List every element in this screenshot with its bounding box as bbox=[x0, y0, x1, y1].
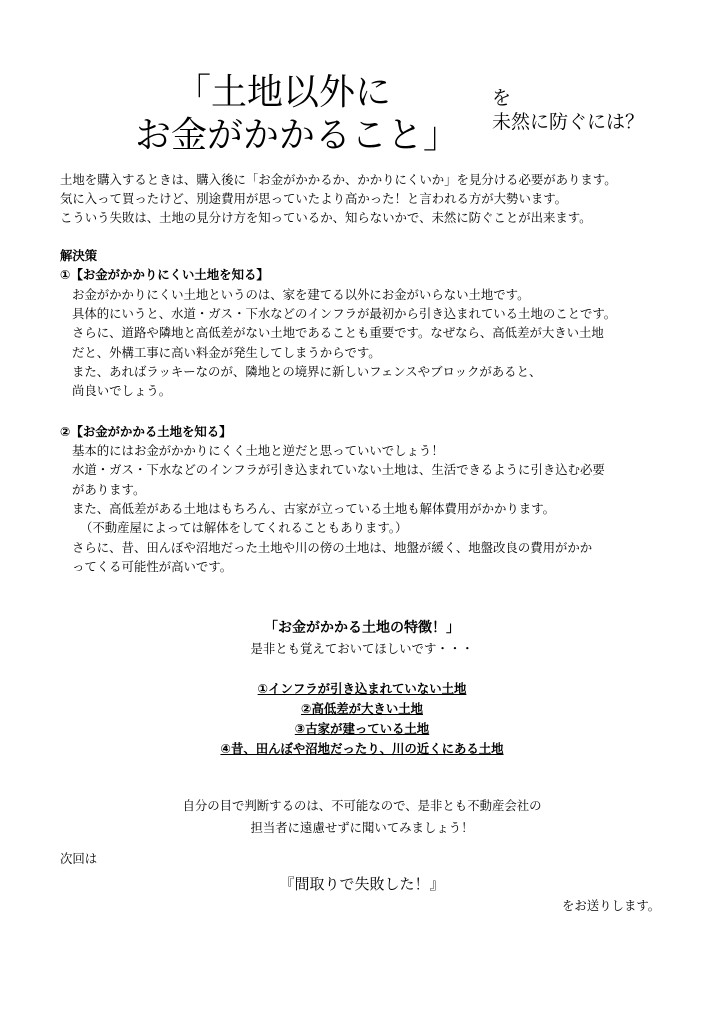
section2-line-2: 水道・ガス・下水などのインフラが引き込まれていない土地は、生活できるように引き込む必要 bbox=[72, 462, 605, 477]
title-line-2: お金がかかること」 bbox=[135, 115, 460, 156]
subtitle-line-1: を bbox=[492, 87, 512, 109]
advice-line-1: 自分の目で判断するのは、不可能なので、是非とも不動産会社の bbox=[182, 798, 542, 813]
features-sub: 是非とも覚えておいてほしいです・・・ bbox=[250, 641, 474, 656]
intro-line-2: 気に入って買ったけど、別途費用が思っていたより高かった！と言われる方が大勢います。 bbox=[60, 191, 568, 206]
section2-line-7: ってくる可能性が高いです。 bbox=[72, 559, 233, 574]
section1-line-1: お金がかかりにくい土地というのは、家を建てる以外にお金がいらない土地です。 bbox=[72, 287, 530, 302]
advice-block bbox=[0, 795, 724, 839]
section2-heading: ②【お金がかかる土地を知る】 bbox=[60, 424, 232, 439]
section1-line-4: だと、外構工事に高い料金が発生してしまうからです。 bbox=[72, 345, 381, 360]
section2-line-5: （不動産屋によっては解体をしてくれることもあります。） bbox=[80, 520, 408, 535]
feature-item-1: ①インフラが引き込まれていない土地 bbox=[257, 681, 467, 696]
section2-line-3: があります。 bbox=[72, 482, 146, 497]
solution-heading: 解決策 bbox=[60, 248, 98, 263]
section2-line-6: さらに、昔、田んぼや沼地だった土地や川の傍の土地は、地盤が緩く、地盤改良の費用がかか bbox=[72, 540, 593, 555]
subtitle-line-2: 未然に防ぐには？ bbox=[492, 111, 645, 133]
section1-line-5: また、あればラッキーなのが、隣地との境界に新しいフェンスやブロックがあると、 bbox=[72, 364, 542, 379]
section2-line-1: 基本的にはお金がかかりにくく土地と逆だと思っていいでしょう！ bbox=[72, 443, 444, 458]
next-title-wrap bbox=[0, 874, 724, 894]
feature-item-3: ③古家が建っている土地 bbox=[294, 721, 430, 736]
section2-line-4: また、高低差がある土地はもちろん、古家が立っている土地も解体費用がかかります。 bbox=[72, 501, 555, 516]
next-label: 次回は bbox=[60, 851, 98, 866]
feature-item-4: ④昔、田んぼや沼地だったり、川の近くにある土地 bbox=[220, 741, 504, 756]
intro-line-3: こういう失敗は、土地の見分け方を知っているか、知らないかで、未然に防ぐことが出来ます。 bbox=[60, 210, 592, 225]
feature-item-2: ②高低差が大きい土地 bbox=[300, 701, 423, 716]
features-block bbox=[0, 618, 724, 638]
section1-line-3: さらに、道路や隣地と高低差がない土地であることも重要です。なぜなら、高低差が大きい土地 bbox=[72, 325, 604, 340]
intro-line-1: 土地を購入するときは、購入後に「お金がかかるか、かかりにくいか」を見分ける必要があります。 bbox=[60, 172, 617, 187]
features-list bbox=[0, 679, 724, 759]
section1-line-6: 尚良いでしょう。 bbox=[72, 383, 172, 398]
features-heading: 「お金がかかる土地の特徴！」 bbox=[264, 620, 460, 636]
section1-line-2: 具体的にいうと、水道・ガス・下水などのインフラが最初から引き込まれている土地のことです。 bbox=[72, 306, 617, 321]
next-title: 『間取りで失敗した！』 bbox=[279, 875, 445, 893]
advice-line-2: 担当者に遠慮せずに聞いてみましょう！ bbox=[250, 820, 474, 835]
section1-heading: ①【お金がかかりにくい土地を知る】 bbox=[60, 267, 269, 282]
features-sub-wrap bbox=[0, 640, 724, 658]
title-line-1: 「土地以外に bbox=[175, 72, 392, 113]
next-closing: をお送りします。 bbox=[562, 898, 661, 913]
